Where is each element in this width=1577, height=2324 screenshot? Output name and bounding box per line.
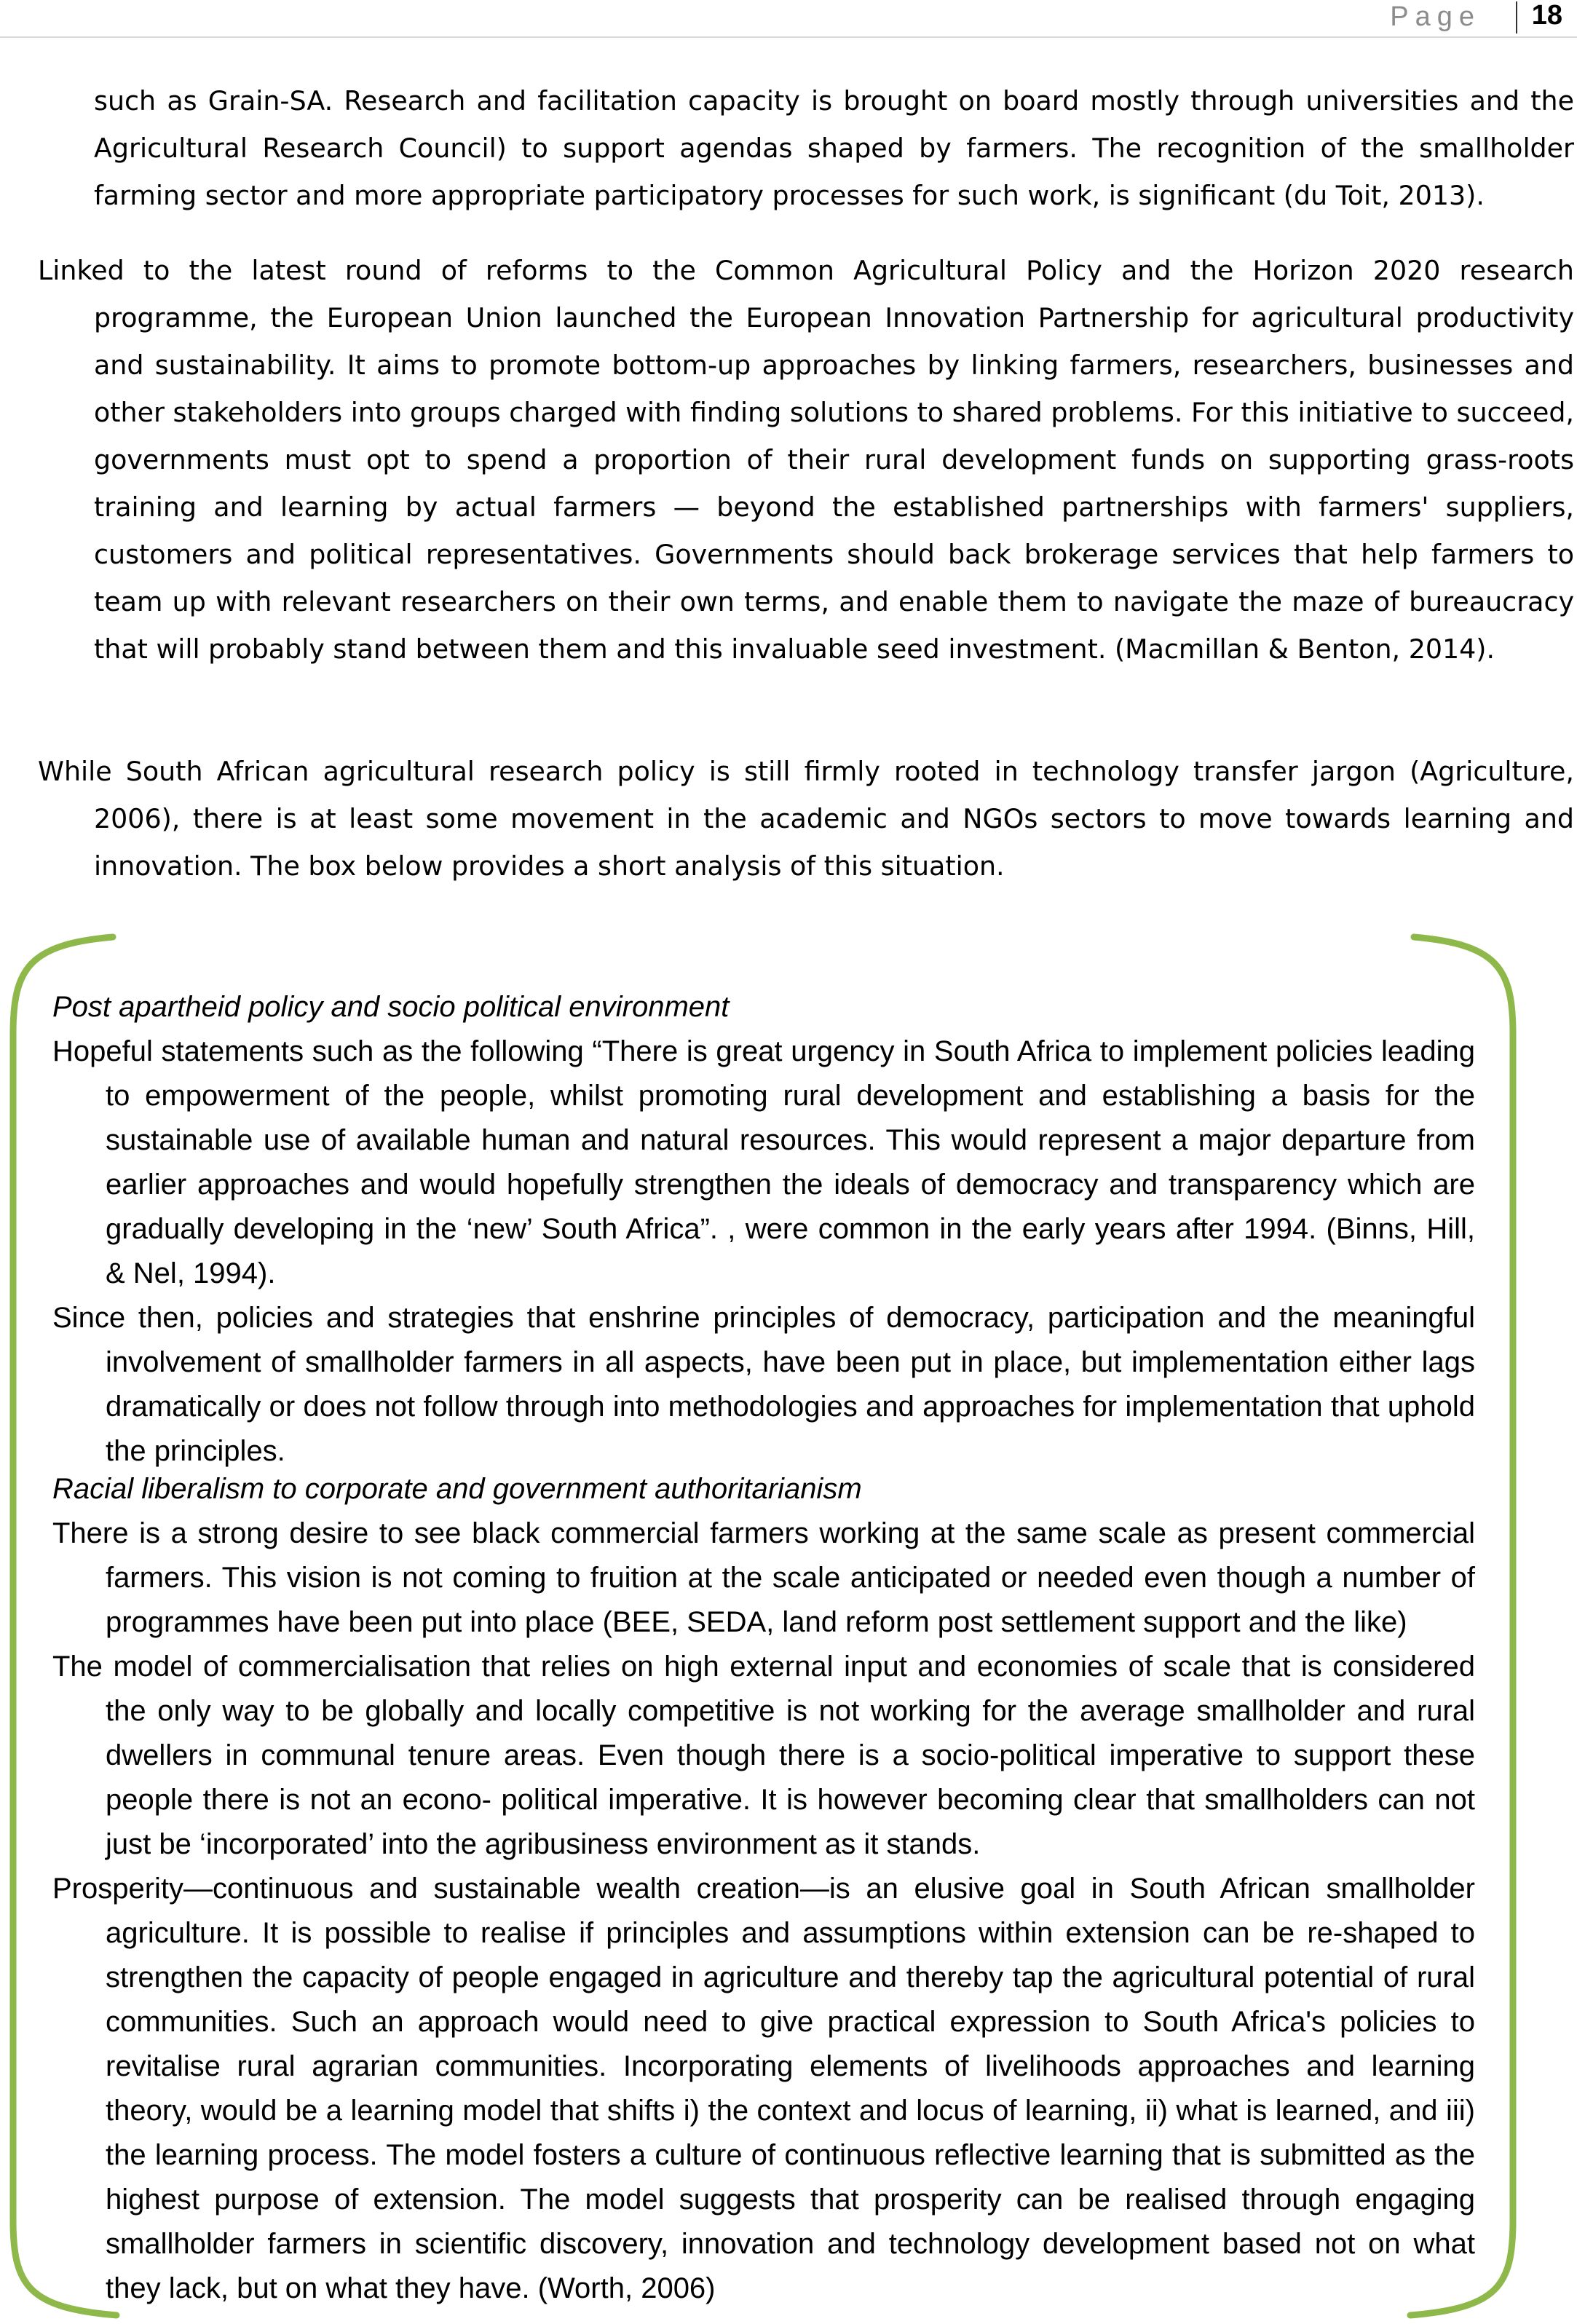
page-label: Page — [1390, 1, 1481, 32]
paragraph-text: While South African agricultural research policy is still firmly rooted in technology transfer jargon (Agriculture, 2006), there is at least some movement in the academic and NGOs sectors to move towards learning and innovation. The box below provides a short analysis of this situation. — [38, 756, 1574, 882]
box-paragraph: Prosperity—continuous and sustainable wealth creation—is an elusive goal in South African smallholder agriculture. It is possible to realise if principles and assumptions within extension can be re-shaped to strengthen the capacity of people engaged in agriculture and thereby tap the agricultural potential of rural communities. Such an approach would need to give practical expression to South Africa's policies to revitalise rural agrarian communities. Incorporating elements of livelihoods approaches and learning theory, would be a learning model that shifts i) the context and locus of learning, ii) what is learned, and iii) the learning process. The model fosters a culture of continuous reflective learning that is submitted as the highest purpose of extension. The model suggests that prosperity can be realised through engaging smallholder farmers in scientific discovery, innovation and technology development based not on what they lack, but on what they have. (Worth, 2006) — [52, 1873, 1475, 2304]
body-paragraph-1 — [38, 77, 1574, 219]
box-section-1 — [52, 985, 1475, 1474]
box-paragraph: Hopeful statements such as the following “There is great urgency in South Africa to implement policies leading to empowerment of the people, whilst promoting rural development and establishing a basis for the sustainable use of available human and natural resources. This would represent a major departure from earlier approaches and would hopefully strengthen the ideals of democracy and transparency which are gradually developing in the ‘new’ South Africa”. , were common in the early years after 1994. (Binns, Hill, & Nel, 1994). — [52, 1035, 1475, 1289]
body-paragraph-2 — [38, 247, 1574, 673]
header-separator — [1516, 1, 1517, 33]
box-paragraph: There is a strong desire to see black commercial farmers working at the same scale as present commercial farmers. This vision is not coming to fruition at the scale anticipated or needed even though a number of programmes have been put into place (BEE, SEDA, land reform post settlement support and the like) — [52, 1517, 1475, 1638]
box-paragraph: Since then, policies and strategies that enshrine principles of democracy, participation and the meaningful involvement of smallholder farmers in all aspects, have been put in place, but implementation either lags dramatically or does not follow through into methodologies and approaches for implementation that uphold the principles. — [52, 1302, 1475, 1467]
box-section-title: Post apartheid policy and socio political environment — [52, 991, 730, 1023]
box-paragraph: The model of commercialisation that relies on high external input and economies of scale that is considered the only way to be globally and locally competitive is not working for the average smallholder and rural dwellers in communal tenure areas. Even though there is a socio-political imperative to support these people there is not an econo- political imperative. It is however becoming clear that smallholders can not just be ‘incorporated’ into the agribusiness environment as it stands. — [52, 1651, 1475, 1860]
paragraph-text: Linked to the latest round of reforms to the Common Agricultural Policy and the Horizon 2020 research programme, the European Union launched the European Innovation Partnership for agricultural productivity and sustainability. It aims to promote bottom-up approaches by linking farmers, researchers, businesses and other stakeholders into groups charged with finding solutions to shared problems. For this initiative to succeed, governments must opt to spend a proportion of their rural development funds on supporting grass-roots training and learning by actual farmers — beyond the established partnerships with farmers' suppliers, customers and political representatives. Governments should back brokerage services that help farmers to team up with relevant researchers on their own terms, and enable them to navigate the maze of bureaucracy that will probably stand between them and this invaluable seed investment. (Macmillan & Benton, 2014). — [38, 255, 1574, 665]
page-number: 18 — [1531, 0, 1562, 31]
box-section-title: Racial liberalism to corporate and government authoritarianism — [52, 1473, 862, 1505]
page-header — [0, 0, 1577, 38]
body-paragraph-3 — [38, 748, 1574, 890]
box-section-2 — [52, 1467, 1475, 2311]
paragraph-text: such as Grain-SA. Research and facilitation capacity is brought on board mostly through universities and the Agricultural Research Council) to support agendas shaped by farmers. The recognition of the smallholder farming sector and more appropriate participatory processes for such work, is significant (du Toit, 2013). — [94, 85, 1574, 211]
